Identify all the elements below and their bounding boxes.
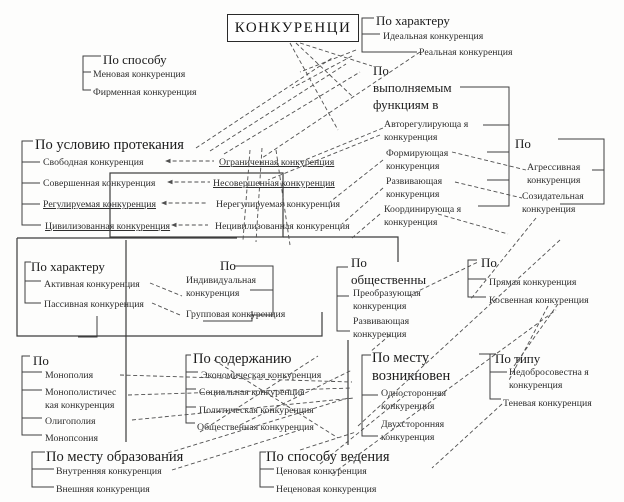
group-label-aggression: По — [515, 136, 531, 151]
group-label-method: По способу — [103, 52, 167, 67]
item-sozidatelnaya: Созидательная конкуренция — [522, 191, 584, 215]
item-obshchestvennaya: Общественная конкуренция — [197, 422, 314, 433]
item-socialnaya: Социальная конкуренция — [199, 387, 305, 398]
group-label-conduct-method: По способу ведения — [266, 449, 390, 465]
item-razvivayushchaya: Развивающая конкуренция — [386, 176, 443, 200]
item-razvivayushchaya-2: Развивающая конкуренция — [353, 316, 410, 340]
item-sovershennaya: Совершенная конкуренция — [43, 178, 156, 189]
item-necivilizovannaya: Нецивилизованная конкуренция — [215, 221, 350, 232]
item-reguliruemaya: Регулируемая конкуренция — [43, 199, 157, 210]
diagram-title-box — [227, 14, 359, 42]
group-label-market-structure: По — [33, 353, 49, 368]
item-formiruyushchaya: Формирующая конкуренция — [386, 148, 449, 172]
item-odnostoronnyaya: Односторонняя конкуренция — [381, 388, 447, 412]
item-monopsoniya: Монопсония — [45, 433, 98, 444]
item-realnaya: Реальная конкуренция — [419, 47, 513, 58]
item-koordiniruyushchaya: Координирующа я конкуренция — [384, 204, 462, 228]
item-agressivnaya: Агрессивная конкуренция — [527, 162, 581, 186]
item-tenevaya: Теневая конкуренция — [503, 398, 592, 409]
item-kosvennaya: Косвенная конкуренция — [489, 295, 589, 306]
group-label-individuality: По — [220, 258, 236, 273]
group-label-social: По общественны — [351, 255, 427, 287]
item-aktivnaya: Активная конкуренция — [44, 279, 140, 290]
item-dvuhstoronnyaya: Двухсторонняя конкуренция — [381, 419, 445, 443]
item-necenovaya: Неценовая конкуренция — [276, 484, 377, 495]
item-civilizovannaya: Цивилизованная конкуренция — [45, 221, 171, 232]
item-cenovaya: Ценовая конкуренция — [276, 466, 367, 477]
group-label-content: По содержанию — [193, 351, 292, 367]
item-monopoliya: Монополия — [45, 370, 94, 381]
group-label-directness: По — [481, 255, 497, 270]
item-individualnaya: Индивидуальная конкуренция — [186, 275, 257, 299]
group-label-type: По типу — [495, 351, 541, 366]
item-ekonomicheskaya: Экономическая конкуренция — [201, 370, 322, 381]
item-pryamaya: Прямая конкуренция — [489, 277, 577, 288]
item-nesovershennaya: Несовершенная конкуренция — [213, 178, 335, 189]
item-avtoreguliruyushchaya: Авторегулирующа я конкуренция — [384, 119, 469, 143]
group-label-flow-conditions: По условию протекания — [35, 137, 184, 153]
item-idealnaya: Идеальная конкуренция — [383, 31, 484, 42]
item-vnutrennyaya: Внутренняя конкуренция — [56, 466, 162, 477]
group-label-functions: По выполняемым функциям в — [373, 63, 452, 112]
item-passivnaya: Пассивная конкуренция — [44, 299, 144, 310]
item-monopolisticheskaya: Монополистичес кая конкуренция — [45, 387, 117, 411]
diagram-title: КОНКУРЕНЦИ — [234, 19, 352, 36]
item-nedobrosovestnaya: Недобросовестна я конкуренция — [509, 367, 589, 391]
item-gruppovaya: Групповая конкуренция — [186, 309, 286, 320]
item-vneshnyaya: Внешняя конкуренция — [56, 484, 150, 495]
group-label-formation-place: По месту образования — [46, 449, 184, 465]
item-menovaya: Меновая конкуренция — [93, 69, 186, 80]
group-label-character-top: По характеру — [376, 13, 450, 28]
item-oligopoliya: Олигополия — [45, 416, 96, 427]
item-politicheskaya: Политическая конкуренция — [199, 405, 314, 416]
item-preobrazuyushchaya: Преобразующая конкуренция — [353, 288, 421, 312]
group-label-origin-place: По месту возникновен — [372, 350, 451, 384]
item-nereguliruemaya: Нерегулируемая конкуренция — [216, 199, 341, 210]
item-ogranichennaya: Ограниченная конкуренция — [219, 157, 335, 168]
item-firmennaya: Фирменная конкуренция — [93, 87, 197, 98]
item-svobodnaya: Свободная конкуренция — [43, 157, 144, 168]
group-label-character-2: По характеру — [31, 259, 105, 274]
